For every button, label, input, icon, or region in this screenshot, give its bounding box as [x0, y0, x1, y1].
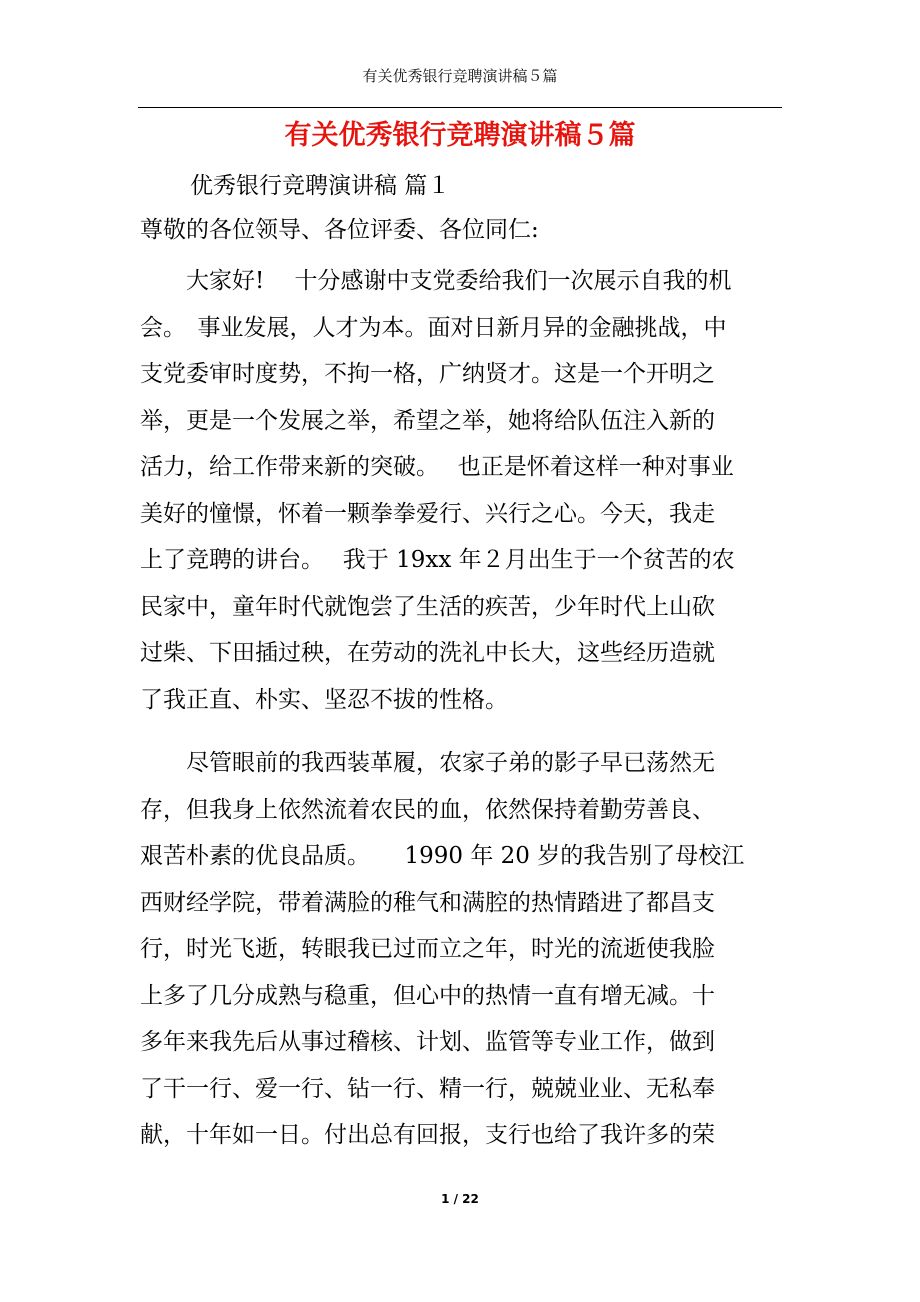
- text-line: 大家好! 十分感谢中支党委给我们一次展示自我的机: [140, 268, 732, 294]
- text-line: 支党委审时度势，不拘一格，广纳贤才。这是一个开明之: [140, 361, 715, 387]
- section-heading: 优秀银行竞聘演讲稿 篇１: [190, 173, 451, 199]
- text-line: 了我正直、朴实、坚忍不拔的性格。: [140, 686, 508, 713]
- text-line: 行，时光飞逝，转眼我已过而立之年，时光的流逝使我脸: [140, 936, 715, 962]
- text-line: 多年来我先后从事过稽核、计划、监管等专业工作，做到: [140, 1029, 715, 1055]
- text-line: 上多了几分成熟与稳重，但心中的热情一直有增无减。十: [140, 982, 715, 1009]
- text-line: 西财经学院，带着满脸的稚气和满腔的热情踏进了都昌支: [140, 889, 715, 916]
- text-line: 尽管眼前的我西装革履，农家子弟的影子早已荡然无: [140, 750, 715, 776]
- paragraph-2: [140, 740, 782, 1159]
- text-line: 存，但我身上依然流着农民的血，依然保持着勤劳善良、: [140, 796, 715, 823]
- text-line: 过柴、下田插过秧，在劳动的洗礼中长大，这些经历造就: [140, 640, 715, 666]
- text-line: 民家中，童年时代就饱尝了生活的疾苦，少年时代上山砍: [140, 593, 715, 620]
- text-line: 献，十年如一日。付出总有回报，支行也给了我许多的荣: [140, 1122, 715, 1148]
- text-line: 艰苦朴素的优良品质。 1990 年 20 岁的我告别了母校江: [140, 843, 745, 869]
- page-number: 1 / 22: [441, 1192, 479, 1206]
- running-header: 有关优秀银行竞聘演讲稿５篇: [362, 67, 558, 85]
- text-line: 美好的憧憬，怀着一颗拳拳爱行、兴行之心。今天，我走: [140, 500, 715, 527]
- text-line: 举，更是一个发展之举，希望之举，她将给队伍注入新的: [140, 407, 715, 434]
- paragraph-1: [140, 258, 782, 723]
- text-line: 了干一行、爱一行、钻一行、精一行，兢兢业业、无私奉: [140, 1075, 715, 1102]
- text-line: 上了竞聘的讲台。 我于 19xx 年２月出生于一个贫苦的农: [140, 547, 735, 573]
- text-line: 活力，给工作带来新的突破。 也正是怀着这样一种对事业: [140, 454, 734, 480]
- document-title: 有关优秀银行竞聘演讲稿５篇: [284, 120, 636, 151]
- text-line: 会。 事业发展，人才为本。面对日新月异的金融挑战，中: [140, 314, 727, 341]
- salutation: 尊敬的各位领导、各位评委、各位同仁:: [140, 217, 539, 243]
- header-divider: [138, 107, 782, 108]
